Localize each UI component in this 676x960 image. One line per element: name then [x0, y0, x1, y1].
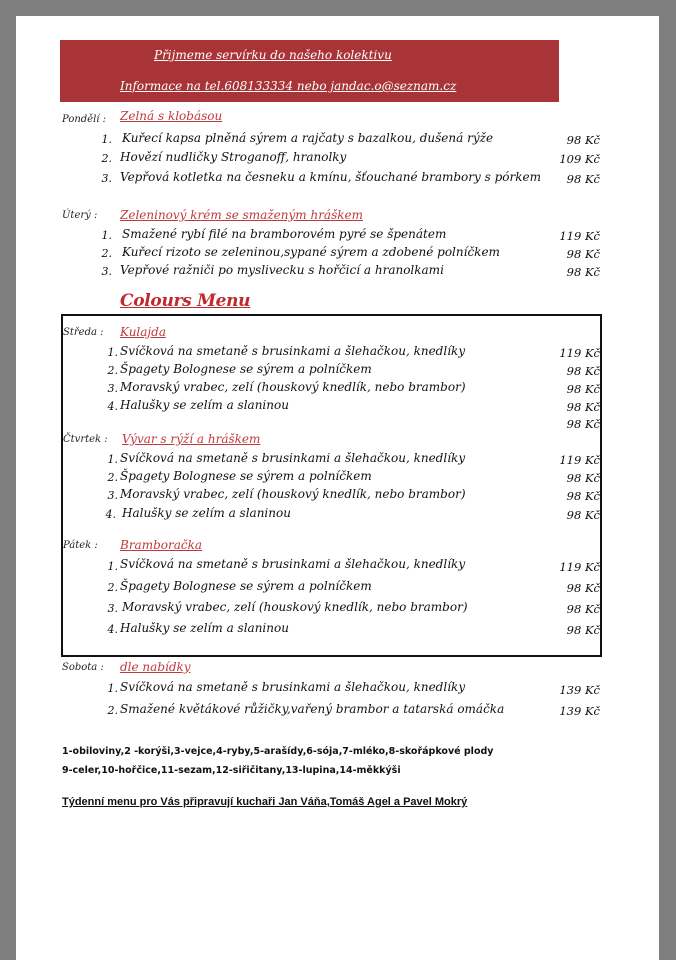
allergens-line-2: 9-celer,10-hořčice,11-sezam,12-siřičitany,13-lupina,14-měkkýši	[62, 765, 401, 776]
day-label-saturday: Sobota :	[62, 662, 104, 673]
item-number: 2.	[107, 704, 118, 717]
item-number: 1.	[107, 560, 118, 573]
extra-price: 98 Kč	[566, 417, 600, 431]
dish-name: Moravský vrabec, zelí (houskový knedlík, nebo brambor)	[122, 600, 468, 614]
dish-name: Smažené květákové růžičky,vařený brambor a tatarská omáčka	[120, 702, 505, 716]
soup-monday: Zelná s klobásou	[120, 109, 223, 123]
item-number: 2.	[101, 247, 112, 260]
soup-wednesday: Kulajda	[120, 325, 166, 339]
dish-name: Svíčková na smetaně s brusinkami a šlehačkou, knedlíky	[120, 451, 466, 465]
dish-name: Špagety Bolognese se sýrem a polníčkem	[120, 362, 372, 376]
day-label-monday: Pondělí :	[62, 114, 107, 125]
dish-name: Halušky se zelím a slaninou	[120, 398, 289, 412]
day-label-friday: Pátek :	[63, 540, 98, 551]
dish-name: Vepřová kotletka na česneku a kmínu, šťouchané brambory s pórkem	[120, 170, 541, 184]
banner-contact-text: Informace na tel.608133334 nebo jandac.o@seznam.cz	[120, 79, 457, 93]
dish-name: Vepřové ražniči po myslivecku s hořčicí a hranolkami	[120, 263, 444, 277]
dish-price: 98 Kč	[566, 489, 600, 503]
dish-name: Svíčková na smetaně s brusinkami a šlehačkou, knedlíky	[120, 680, 466, 694]
dish-name: Moravský vrabec, zelí (houskový knedlík, nebo brambor)	[120, 487, 466, 501]
item-number: 2.	[107, 581, 118, 594]
chefs-footer: Týdenní menu pro Vás připravují kuchaři Jan Váňa,Tomáš Agel a Pavel Mokrý	[62, 796, 468, 808]
dish-price: 98 Kč	[566, 265, 600, 279]
dish-price: 119 Kč	[559, 453, 600, 467]
dish-price: 98 Kč	[566, 364, 600, 378]
item-number: 4.	[105, 508, 116, 521]
dish-price: 119 Kč	[559, 229, 600, 243]
hiring-banner	[60, 40, 559, 102]
dish-price: 98 Kč	[566, 247, 600, 261]
item-number: 3.	[101, 172, 112, 185]
dish-price: 98 Kč	[566, 623, 600, 637]
banner-hiring-text: Přijmeme servírku do našeho kolektivu	[154, 48, 392, 62]
item-number: 1.	[107, 346, 118, 359]
soup-saturday: dle nabídky	[120, 660, 191, 674]
dish-name: Kuřecí kapsa plněná sýrem a rajčaty s bazalkou, dušená rýže	[122, 131, 494, 145]
dish-name: Svíčková na smetaně s brusinkami a šlehačkou, knedlíky	[120, 344, 466, 358]
item-number: 2.	[101, 152, 112, 165]
day-label-tuesday: Úterý :	[62, 210, 98, 221]
dish-price: 98 Kč	[566, 602, 600, 616]
dish-price: 98 Kč	[566, 382, 600, 396]
allergens-line-1: 1-obiloviny,2 -korýši,3-vejce,4-ryby,5-arašídy,6-sója,7-mléko,8-skořápkové plody	[62, 746, 494, 757]
item-number: 3.	[101, 265, 112, 278]
dish-name: Špagety Bolognese se sýrem a polníčkem	[120, 469, 372, 483]
soup-thursday: Vývar s rýží a hráškem	[122, 432, 261, 446]
dish-name: Kuřecí rizoto se zeleninou,sypané sýrem a zdobené polníčkem	[122, 245, 500, 259]
dish-name: Moravský vrabec, zelí (houskový knedlík, nebo brambor)	[120, 380, 466, 394]
day-label-thursday: Čtvrtek :	[63, 434, 108, 445]
item-number: 3.	[107, 602, 118, 615]
item-number: 2.	[107, 364, 118, 377]
dish-price: 98 Kč	[566, 172, 600, 186]
dish-price: 98 Kč	[566, 400, 600, 414]
colours-menu-title: Colours Menu	[120, 291, 251, 311]
dish-price: 98 Kč	[566, 133, 600, 147]
dish-name: Smažené rybí filé na bramborovém pyré se špenátem	[122, 227, 447, 241]
dish-name: Svíčková na smetaně s brusinkami a šlehačkou, knedlíky	[120, 557, 466, 571]
item-number: 1.	[107, 453, 118, 466]
dish-price: 139 Kč	[559, 683, 600, 697]
dish-name: Hovězí nudličky Stroganoff, hranolky	[120, 150, 347, 164]
item-number: 3.	[107, 382, 118, 395]
dish-price: 139 Kč	[559, 704, 600, 718]
item-number: 1.	[107, 682, 118, 695]
dish-price: 119 Kč	[559, 346, 600, 360]
item-number: 4.	[107, 623, 118, 636]
dish-name: Halušky se zelím a slaninou	[120, 621, 289, 635]
day-label-wednesday: Středa :	[63, 327, 104, 338]
dish-price: 109 Kč	[559, 152, 600, 166]
dish-price: 98 Kč	[566, 471, 600, 485]
item-number: 3.	[107, 489, 118, 502]
dish-price: 98 Kč	[566, 508, 600, 522]
soup-tuesday: Zeleninový krém se smaženým hráškem	[120, 208, 363, 222]
item-number: 2.	[107, 471, 118, 484]
item-number: 1.	[101, 133, 112, 146]
item-number: 4.	[107, 400, 118, 413]
dish-price: 119 Kč	[559, 560, 600, 574]
item-number: 1.	[101, 229, 112, 242]
dish-name: Špagety Bolognese se sýrem a polníčkem	[120, 579, 372, 593]
dish-name: Halušky se zelím a slaninou	[122, 506, 291, 520]
dish-price: 98 Kč	[566, 581, 600, 595]
soup-friday: Bramboračka	[120, 538, 203, 552]
